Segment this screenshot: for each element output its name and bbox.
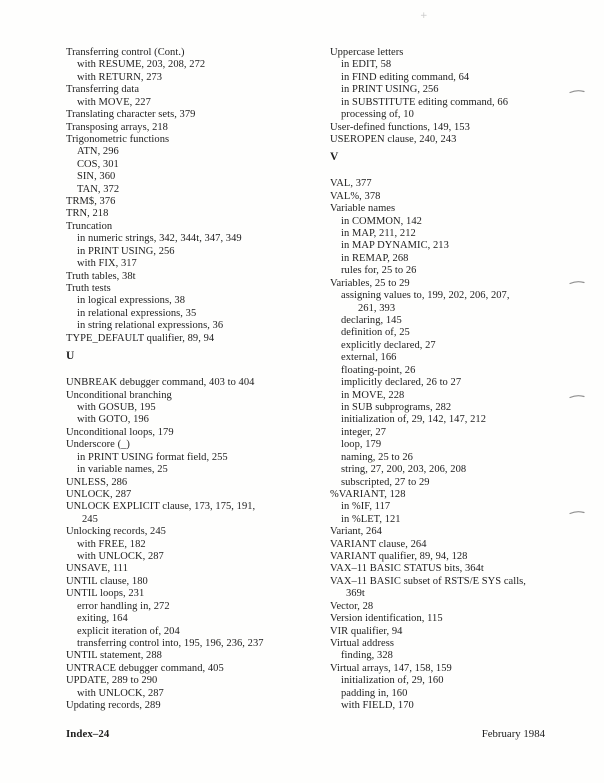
index-entry: with FREE, 182 <box>77 538 146 550</box>
index-entry: %VARIANT, 128 <box>330 488 406 500</box>
index-entry: in PRINT USING, 256 <box>77 245 175 257</box>
index-entry: Variables, 25 to 29 <box>330 277 410 289</box>
index-entry: with UNLOCK, 287 <box>77 551 164 563</box>
index-entry: in %LET, 121 <box>341 513 401 525</box>
index-entry: with FIX, 317 <box>77 258 137 270</box>
index-entry: Truncation <box>66 220 113 232</box>
index-entry: in relational expressions, 35 <box>77 307 197 319</box>
index-entry: with RETURN, 273 <box>77 71 163 83</box>
index-entry: UNBREAK debugger command, 403 to 404 <box>66 377 255 389</box>
index-entry: Virtual address <box>330 637 394 649</box>
pencil-mark-icon <box>569 393 585 399</box>
index-entry: rules for, 25 to 26 <box>341 265 417 277</box>
index-entry: in COMMON, 142 <box>341 215 422 227</box>
index-entry: Unlocking records, 245 <box>66 526 166 538</box>
index-entry: transferring control into, 195, 196, 236, 237 <box>77 637 264 649</box>
index-entry: Version identification, 115 <box>330 613 443 625</box>
index-entry: Trigonometric functions <box>66 133 170 145</box>
index-entry: explicit iteration of, 204 <box>77 625 180 637</box>
index-entry: User-defined functions, 149, 153 <box>330 121 470 133</box>
index-entry: VIR qualifier, 94 <box>330 625 403 637</box>
index-entry: assigning values to, 199, 202, 206, 207, <box>341 290 510 302</box>
index-entry: Virtual arrays, 147, 158, 159 <box>330 662 452 674</box>
index-entry: in SUB subprograms, 282 <box>341 401 452 413</box>
index-entry: Variant, 264 <box>330 526 382 538</box>
page-number-label: Index–24 <box>66 728 110 740</box>
index-entry: with FIELD, 170 <box>341 700 414 712</box>
index-entry: UPDATE, 289 to 290 <box>66 675 158 687</box>
index-entry: VARIANT clause, 264 <box>330 538 427 550</box>
index-entry: VARIANT qualifier, 89, 94, 128 <box>330 551 468 563</box>
index-entry: Unconditional branching <box>66 389 172 401</box>
index-entry: VAL, 377 <box>330 178 372 190</box>
index-entry: Uppercase letters <box>330 47 404 58</box>
index-entry: in variable names, 25 <box>77 464 168 476</box>
index-entry: VAX–11 BASIC subset of RSTS/E SYS calls, <box>330 575 526 587</box>
index-entry: Transferring data <box>66 84 140 96</box>
index-entry: in numeric strings, 342, 344t, 347, 349 <box>77 233 242 245</box>
index-entry: finding, 328 <box>341 650 393 662</box>
index-entry: 261, 393 <box>358 302 396 314</box>
index-entry: VAL%, 378 <box>330 190 381 202</box>
pencil-mark-icon <box>569 88 585 94</box>
index-entry: Truth tables, 38t <box>66 270 136 282</box>
index-entry: Variable names <box>330 203 396 215</box>
index-entry: Underscore (_) <box>66 439 130 451</box>
index-entry: explicitly declared, 27 <box>341 339 436 351</box>
index-entry: Transferring control (Cont.) <box>66 47 185 58</box>
index-column-right <box>330 47 594 713</box>
index-entry: Unconditional loops, 179 <box>66 426 174 438</box>
index-entry: TAN, 372 <box>77 183 120 195</box>
index-entry: string, 27, 200, 203, 206, 208 <box>341 464 467 476</box>
index-entry: in %IF, 117 <box>341 501 391 513</box>
index-entry: definition of, 25 <box>341 327 410 339</box>
index-entry: UNLOCK EXPLICIT clause, 173, 175, 191, <box>66 501 256 513</box>
index-entry: integer, 27 <box>341 426 387 438</box>
index-entry: implicitly declared, 26 to 27 <box>341 377 462 389</box>
index-entry: with GOSUB, 195 <box>77 401 156 413</box>
index-entry: in REMAP, 268 <box>341 252 409 264</box>
index-entry: Truth tests <box>66 283 111 295</box>
index-entry: Translating character sets, 379 <box>66 109 196 121</box>
index-entry: UNTIL clause, 180 <box>66 575 148 587</box>
index-entry: TYPE_DEFAULT qualifier, 89, 94 <box>66 332 215 344</box>
pencil-mark-icon <box>569 279 585 285</box>
index-entry: in string relational expressions, 36 <box>77 320 224 332</box>
index-entry: COS, 301 <box>77 158 119 170</box>
index-entry: in logical expressions, 38 <box>77 295 186 307</box>
section-letter-header: V <box>330 151 339 164</box>
index-entry: UNTIL statement, 288 <box>66 650 162 662</box>
index-entry: floating-point, 26 <box>341 364 416 376</box>
index-entry: TRN, 218 <box>66 208 109 220</box>
index-entry: Transposing arrays, 218 <box>66 121 168 133</box>
pencil-mark-icon <box>569 509 585 515</box>
index-entry: with UNLOCK, 287 <box>77 687 164 699</box>
section-letter-header: U <box>66 350 75 363</box>
index-entry: SIN, 360 <box>77 171 116 183</box>
index-entry: naming, 25 to 26 <box>341 451 413 463</box>
index-entry: 245 <box>82 513 98 525</box>
index-entry: in SUBSTITUTE editing command, 66 <box>341 96 509 108</box>
index-entry: UNTRACE debugger command, 405 <box>66 662 224 674</box>
index-entry: in MAP, 211, 212 <box>341 228 416 240</box>
index-entry: in EDIT, 58 <box>341 59 392 71</box>
index-entry: UNLOCK, 287 <box>66 488 132 500</box>
index-entry: in PRINT USING, 256 <box>341 84 439 96</box>
publication-date-label: February 1984 <box>481 728 545 740</box>
index-entry: declaring, 145 <box>341 315 402 327</box>
index-entry: VAX–11 BASIC STATUS bits, 364t <box>330 563 484 575</box>
index-entry: in FIND editing command, 64 <box>341 71 470 83</box>
scan-registration-mark: + <box>420 11 428 21</box>
index-entry: Updating records, 289 <box>66 700 161 712</box>
index-column-left <box>66 47 330 713</box>
index-entry: initialization of, 29, 160 <box>341 675 444 687</box>
index-entry: UNSAVE, 111 <box>66 563 129 575</box>
index-entry: 369t <box>346 588 365 600</box>
index-entry: with RESUME, 203, 208, 272 <box>77 59 206 71</box>
index-entry: with MOVE, 227 <box>77 96 151 108</box>
index-entry: external, 166 <box>341 352 397 364</box>
index-entry: UNTIL loops, 231 <box>66 588 145 600</box>
index-entry: subscripted, 27 to 29 <box>341 476 430 488</box>
index-entry: TRM$, 376 <box>66 196 116 208</box>
index-entry: initialization of, 29, 142, 147, 212 <box>341 414 486 426</box>
index-entry: padding in, 160 <box>341 687 408 699</box>
index-entry: in MAP DYNAMIC, 213 <box>341 240 449 252</box>
index-entry: exiting, 164 <box>77 613 128 625</box>
index-entry: Vector, 28 <box>330 600 374 612</box>
index-entry: in PRINT USING format field, 255 <box>77 451 228 463</box>
index-entry: processing of, 10 <box>341 109 414 121</box>
index-entry: USEROPEN clause, 240, 243 <box>330 133 457 145</box>
index-entry: error handling in, 272 <box>77 600 170 612</box>
index-entry: ATN, 296 <box>77 146 119 158</box>
index-entry: UNLESS, 286 <box>66 476 128 488</box>
index-entry: in MOVE, 228 <box>341 389 405 401</box>
page-footer <box>66 728 545 741</box>
index-entry: loop, 179 <box>341 439 382 451</box>
index-entry: with GOTO, 196 <box>77 414 149 426</box>
